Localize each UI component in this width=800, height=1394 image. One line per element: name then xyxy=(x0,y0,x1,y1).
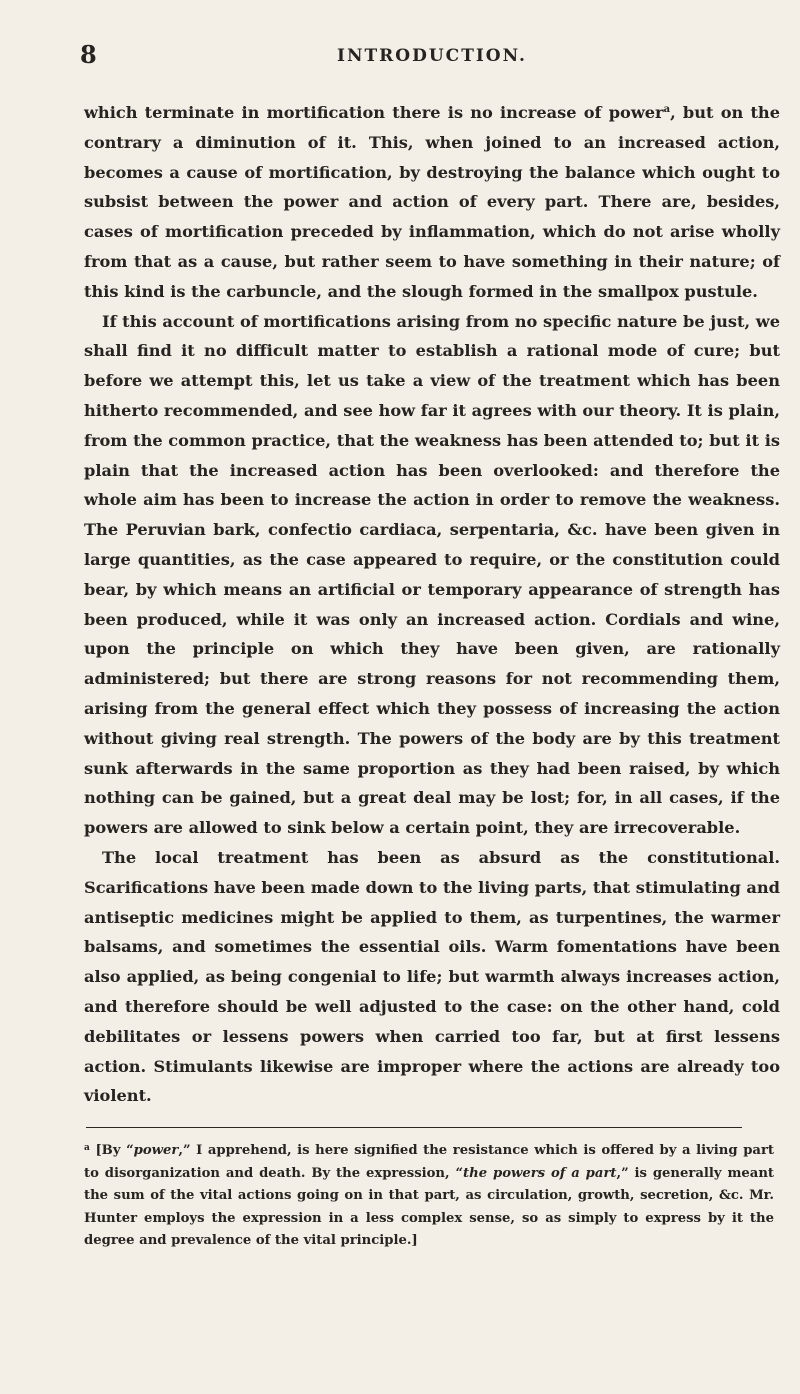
footnote-term-powers-of-a-part: the powers of a part xyxy=(463,1165,617,1181)
footnote-text-2: ,” I apprehend, is here signified the resistance which is offered by a living part to disorganization and death. By the expression, “ xyxy=(84,1143,774,1181)
book-page xyxy=(80,40,781,1253)
footnote-marker: a xyxy=(84,1143,90,1154)
paragraph-2: If this account of mortifications arising from no specific nature be just, we shall find it no difficult matter to establish a rational mode of cure; but before we attempt this, let us take a view of the treatment which has been hitherto recommended, and see how far it agrees with our theory. It is plain, from the common practice, that the weakness has been attended to; but it is plain that the increased action has been overlooked: and therefore the whole aim has been to increase the action in order to remove the weakness. The Peruvian bark, confectio cardiaca, serpentaria, &c. have been given in large quantities, as the case appeared to require, or the constitution could bear, by which means an artificial or temporary appearance of strength has been produced, while it was only an increased action. Cordials and wine, upon the principle on which they have been given, are rationally administered; but there are strong reasons for not recommending them, arising from the general effect which they possess of increasing the action without giving real strength. The powers of the body are by this treatment sunk afterwards in the same proportion as they had been raised, by which nothing can be gained, but a great deal may be lost; for, in all cases, if the powers are allowed to sink below a certain point, they are irrecoverable. xyxy=(84,311,780,838)
footnote-term-power: power xyxy=(133,1143,179,1159)
running-head: INTRODUCTION. xyxy=(337,46,527,66)
footnote-divider xyxy=(86,1127,742,1128)
page-header xyxy=(80,40,780,84)
footnote-reference: a xyxy=(663,104,671,115)
page-number: 8 xyxy=(80,40,97,69)
paragraph-1 xyxy=(84,95,780,307)
body-text xyxy=(84,95,780,1111)
paragraph-1-text: which terminate in mortification there is no increase of power xyxy=(84,103,664,122)
footnote-text-1: [By “ xyxy=(95,1143,134,1159)
footnote xyxy=(84,1137,774,1253)
paragraph-3: The local treatment has been as absurd as the constitutional. Scarifications have been made down to the living parts, that stimulating and antiseptic medicines might be applied to them, as turpentines, the warmer balsams, and sometimes the essential oils. Warm fomentations have been also applied, as being congenial to life; but warmth always increases action, and therefore should be well adjusted to the case: on the other hand, cold debilitates or lessens powers when carried too far, but at first lessens action. Stimulants likewise are improper where the actions are already too violent. xyxy=(84,847,780,1106)
paragraph-1-continuation: , but on the contrary a diminution of it. This, when joined to an increased action, becomes a cause of mortification, by destroying the balance which ought to subsist between the power and action of every part. There are, besides, cases of mortification preceded by inflammation, which do not arise wholly from that as a cause, but rather seem to have something in their nature; of this kind is the carbuncle, and the slough formed in the smallpox pustule. xyxy=(84,103,781,301)
footnote-text-3: ,” is generally meant the sum of the vital actions going on in that part, as circulation, growth, secretion, &c. Mr. Hunter employs the expression in a less complex sense, so as simply to express by it the degree and prevalence of the vital principle.] xyxy=(84,1165,775,1249)
